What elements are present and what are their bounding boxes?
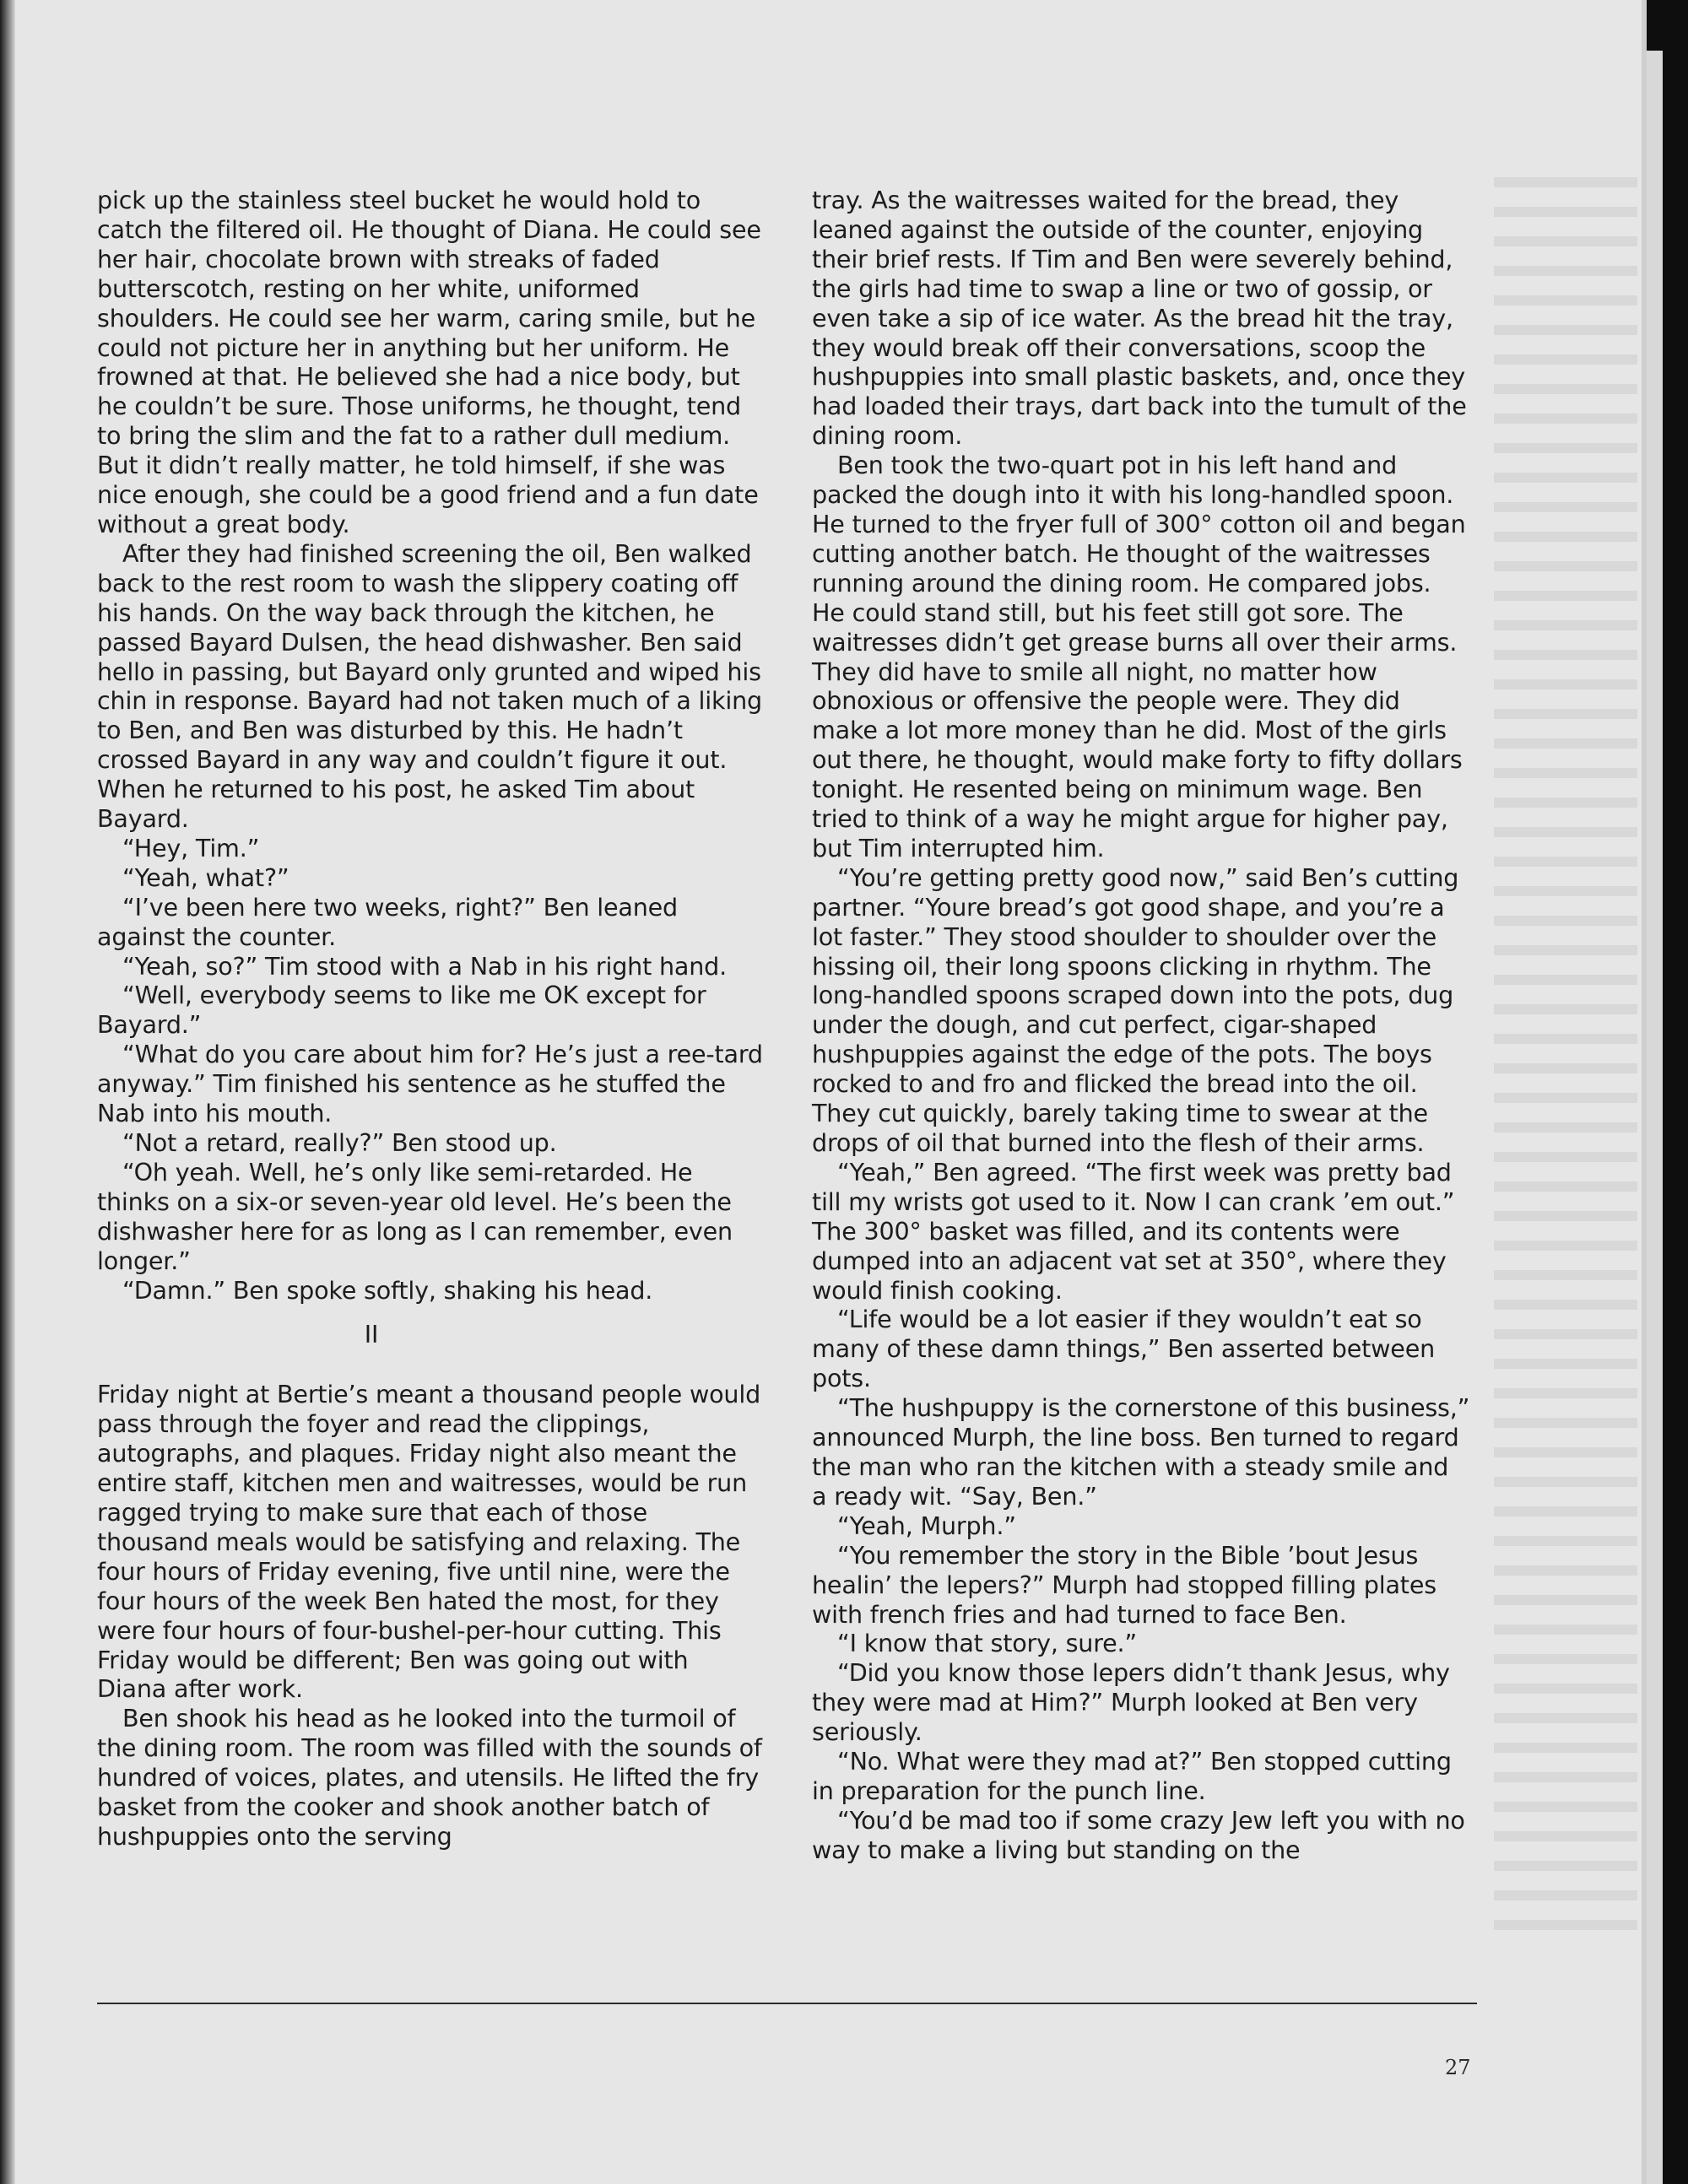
paragraph: “Yeah, what?” [122, 862, 289, 892]
paragraph: Ben shook his head as he looked into the turmoil of the dining room. The room was filled with the sounds of hundred of voices, plates, and utensils. He lifted the fry basket from the cooker and shook another batch of hushpuppies onto the serving [97, 1704, 762, 1851]
page-number: 27 [1445, 2056, 1471, 2079]
paragraph: “Yeah, so?” Tim stood with a Nab in his right hand. [122, 951, 727, 981]
paragraph: “I know that story, sure.” [837, 1629, 1138, 1658]
paragraph: “You remember the story in the Bible ’bout Jesus healin’ the lepers?” Murph had stopped filling plates with french fries and had turned to face Ben. [812, 1540, 1436, 1629]
left-column [97, 186, 764, 1852]
paragraph: “You’re getting pretty good now,” said Ben’s cutting partner. “Youre bread’s got good shape, and you’re a lot faster.” They stood shoulder to shoulder over the hissing oil, their long spoons clicking in rhythm. The long-handled spoons scraped down into the pots, dug under the dough, and cut perfect, cigar-shaped hushpuppies against the edge of the pots. The boys rocked to and fro and flicked the bread into the oil. They cut quickly, barely taking time to swear at the drops of oil that burned into the flesh of their arms. [812, 862, 1459, 1157]
paragraph: “Hey, Tim.” [122, 833, 260, 862]
paragraph: After they had finished screening the oil, Ben walked back to the rest room to wash the slippery coating off his hands. On the way back through the kitchen, he passed Bayard Dulsen, the head dishwasher. Ben said hello in passing, but Bayard only grunted and wiped his chin in response. Bayard had not taken much of a liking to Ben, and Ben was disturbed by this. He hadn’t crossed Bayard in any way and couldn’t figure it out. When he returned to his post, he asked Tim about Bayard. [97, 538, 762, 834]
section-number: II [364, 1320, 379, 1349]
paragraph: “You’d be mad too if some crazy Jew left you with no way to make a living but standing on the [812, 1805, 1465, 1864]
footer-rule [97, 2003, 1477, 2004]
paragraph: “Yeah,” Ben agreed. “The first week was pretty bad till my wrists got used to it. Now I can crank ’em out.” The 300° basket was filled, and its contents were dumped into an adjacent vat set at 350°, where they would finish cooking. [812, 1157, 1455, 1305]
paragraph: “Well, everybody seems to like me OK except for Bayard.” [97, 981, 706, 1040]
paragraph: “Did you know those lepers didn’t thank Jesus, why they were mad at Him?” Murph looked at Ben very seriously. [812, 1658, 1450, 1747]
paragraph: Friday night at Bertie’s meant a thousand people would pass through the foyer and read the clippings, autographs, and plaques. Friday night also meant the entire staff, kitchen men and waitresses, would be run ragged trying to make sure that each of those thousand meals would be satisfying and relaxing. The four hours of Friday evening, five until nine, were the four hours of the week Ben hated the most, for they were four hours of four-bushel-per-hour cutting. This Friday would be different; Ben was going out with Diana after work. [97, 1380, 761, 1704]
paragraph: pick up the stainless steel bucket he would hold to catch the filtered oil. He thought of Diana. He could see her hair, chocolate brown with streaks of faded butterscotch, resting on her white, uniformed shoulders. He could see her warm, caring smile, but he could not picture her in anything but her uniform. He frowned at that. He believed she had a nice body, but he couldn’t be sure. Those uniforms, he thought, tend to bring the slim and the fat to a rather dull medium. But it didn’t really matter, he told himself, if she was nice enough, she could be a good friend and a fun date without a great body. [97, 186, 761, 538]
paragraph: “Life would be a lot easier if they wouldn’t eat so many of these damn things,” Ben asserted between pots. [812, 1305, 1436, 1393]
paragraph: “Oh yeah. Well, he’s only like semi-retarded. He thinks on a six-or seven-year old level. He’s been the dishwasher here for as long as I can remember, even longer.” [97, 1157, 733, 1275]
paragraph: “What do you care about him for? He’s just a ree-tard anyway.” Tim finished his sentence as he stuffed the Nab into his mouth. [97, 1040, 763, 1128]
paragraph: “Yeah, Murph.” [837, 1511, 1016, 1540]
paragraph: Ben took the two-quart pot in his left hand and packed the dough into it with his long-handled spoon. He turned to the fryer full of 300° cotton oil and began cutting another batch. He thought of the waitresses running around the dining room. He compared jobs. He could stand still, but his feet still got sore. The waitresses didn’t get grease burns all over their arms. They did have to smile all night, no matter how obnoxious or offensive the people were. They did make a lot more money than he did. Most of the girls out there, he thought, would make forty to fifty dollars tonight. He resented being on minimum wage. Ben tried to think of a way he might argue for higher pay, but Tim interrupted him. [812, 451, 1466, 862]
bleed-through-text [1494, 177, 1637, 1949]
paragraph: “No. What were they mad at?” Ben stopped cutting in preparation for the punch line. [812, 1747, 1452, 1805]
paragraph: “The hushpuppy is the cornerstone of this business,” announced Murph, the line boss. Ben turned to regard the man who ran the kitchen with a steady smile and a ready wit. “Say, Ben.” [812, 1393, 1470, 1511]
paragraph: “Not a retard, really?” Ben stood up. [122, 1128, 557, 1157]
paragraph: “Damn.” Ben spoke softly, shaking his head. [122, 1275, 653, 1305]
binding-gutter [0, 0, 15, 2184]
right-column [812, 186, 1470, 1865]
paragraph: tray. As the waitresses waited for the bread, they leaned against the outside of the counter, enjoying their brief rests. If Tim and Ben were severely behind, the girls had time to swap a line or two of gossip, or even take a sip of ice water. As the bread hit the tray, they would break off their conversations, scoop the hushpuppies into small plastic baskets, and, once they had loaded their trays, dart back into the tumult of the dining room. [812, 186, 1467, 451]
paragraph: “I’ve been here two weeks, right?” Ben leaned against the counter. [97, 892, 678, 951]
